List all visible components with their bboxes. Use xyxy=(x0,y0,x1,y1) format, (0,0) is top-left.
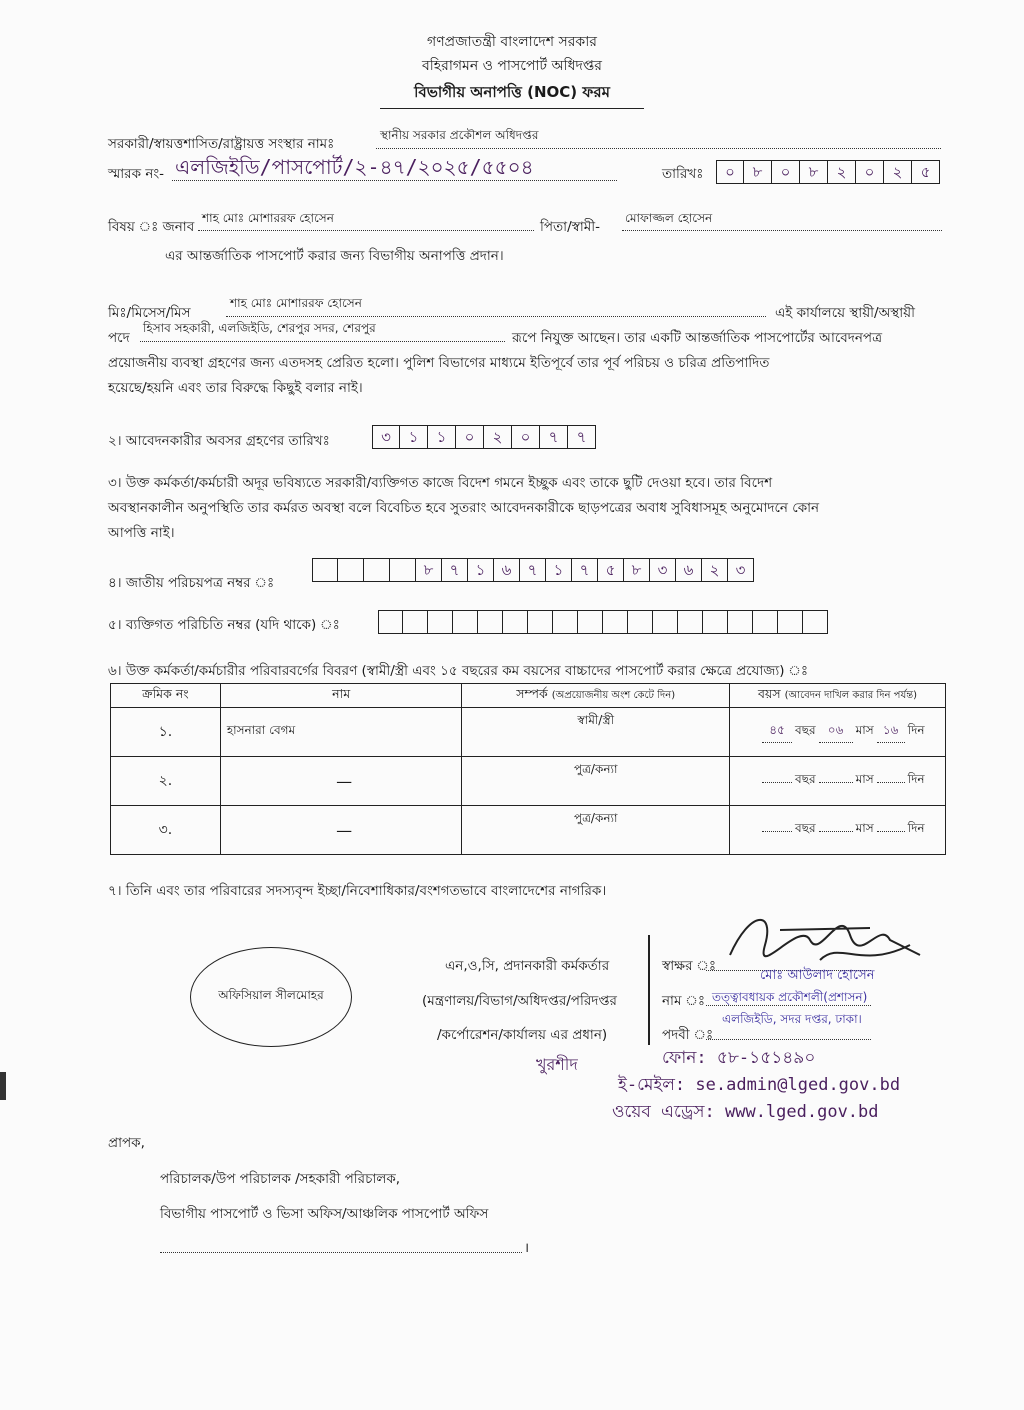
officer-email: ই-মেইল: se.admin@lged.gov.bd xyxy=(618,1075,901,1095)
noc-line2: (মন্ত্রণালয়/বিভাগ/অধিদপ্তর/পরিদপ্তর xyxy=(422,993,617,1009)
noc-line3: /কর্পোরেশন/কার্যালয় এর প্রধান) xyxy=(437,1027,608,1043)
father-underline xyxy=(622,230,942,231)
nid-digit-box: ৬ xyxy=(676,558,702,582)
pin-digit-box xyxy=(528,610,553,634)
officer-phone: ফোন: ৫৮-১৫১৪৯০ xyxy=(662,1048,816,1068)
form-title: বিভাগীয় অনাপত্তি (NOC) ফরম xyxy=(380,81,644,109)
para1-prefix: মিঃ/মিসেস/মিস xyxy=(108,305,191,321)
name-label: নাম ঃ xyxy=(662,993,706,1009)
col-relation-label: সম্পর্ক xyxy=(516,685,548,701)
date-digit-box: ০ xyxy=(716,160,744,184)
retire-digit-box: ৭ xyxy=(568,425,596,449)
year-unit: বছর xyxy=(795,821,816,835)
item7-label: ৭। তিনি এবং তার পরিবারের সদস্যবৃন্দ ইচ্ছা/নিবেশাধিকার/বংশগতভাবে বাংলাদেশের নাগরিক। xyxy=(108,883,607,899)
item6-label: ৬। উক্ত কর্মকর্তা/কর্মচারীর পরিবারবর্গের বিবরণ (স্বামী/স্ত্রী এবং ১৫ বছরের কম বয়সের বাচ্চাদের পাসপোর্ট করার ক্ষেত্রে প্রযোজ্য) ঃ xyxy=(108,663,809,679)
scan-edge-mark xyxy=(0,1072,6,1100)
pin-digit-box xyxy=(478,610,503,634)
pin-digit-box xyxy=(403,610,428,634)
seal-label: অফিসিয়াল সীলমোহর xyxy=(218,988,324,1002)
row-years: ৪৫ xyxy=(762,722,792,743)
row-serial: ১. xyxy=(158,724,173,740)
retire-digit-box: ১ xyxy=(428,425,456,449)
recipient-line3-end: । xyxy=(524,1240,530,1256)
para1-name: শাহ মোঃ মোশাররফ হোসেন xyxy=(230,296,362,310)
pin-boxes xyxy=(378,610,828,634)
memo-value: এলজিইডি/পাসপোর্ট/২-৪৭/২০২৫/৫৫০৪ xyxy=(175,155,534,179)
row-serial: ৩. xyxy=(158,822,173,838)
official-seal xyxy=(190,947,352,1047)
para1-line3: প্রয়োজনীয় ব্যবস্থা গ্রহণের জন্য এতদসহ প্রেরিত হলো। পুলিশ বিভাগের মাধ্যমে ইতিপূর্বে তার পূর্ব পরিচয় ও চরিত্র প্রতিপাদিত xyxy=(108,355,770,371)
item3-line2: অবস্থানকালীন অনুপস্থিতি তার কর্মরত অবস্থা বলে বিবেচিত হবে সুতরাং আবেদনকারীকে ছাড়পত্রের অবাধ সুবিধাসমূহ অনুমোদনে কোন xyxy=(108,500,820,516)
noc-line1: এন,ও,সি, প্রদানকারী কর্মকর্তার xyxy=(445,958,610,974)
office-underline xyxy=(376,148,941,149)
retirement-date-boxes xyxy=(372,425,596,449)
date-digit-box: ৮ xyxy=(800,160,828,184)
office-value: স্থানীয় সরকার প্রকৌশল অধিদপ্তর xyxy=(380,128,539,142)
nid-digit-box xyxy=(364,558,390,582)
para1-name-underline xyxy=(226,316,766,317)
col-name: নাম xyxy=(220,684,462,708)
family-table-header xyxy=(111,684,946,708)
row-days xyxy=(877,782,905,783)
date-digit-box: ০ xyxy=(856,160,884,184)
family-row xyxy=(111,757,946,806)
pin-digit-box xyxy=(428,610,453,634)
pin-digit-box xyxy=(703,610,728,634)
family-table xyxy=(110,683,946,855)
header-line2: বহিরাগমন ও পাসপোর্ট অধিদপ্তর xyxy=(421,58,603,74)
date-digit-box: ৮ xyxy=(744,160,772,184)
item2-label: ২। আবেদনকারীর অবসর গ্রহণের তারিখঃ xyxy=(108,433,330,449)
nid-digit-box: ৮ xyxy=(624,558,650,582)
nid-digit-box: ৫ xyxy=(598,558,624,582)
col-relation-note: (অপ্রয়োজনীয় অংশ কেটে দিন) xyxy=(551,689,676,701)
nid-digit-box xyxy=(338,558,364,582)
nid-boxes xyxy=(312,558,754,582)
pin-digit-box xyxy=(453,610,478,634)
pin-digit-box xyxy=(753,610,778,634)
date-digit-box: ২ xyxy=(828,160,856,184)
row-serial: ২. xyxy=(158,773,173,789)
office-label: সরকারী/স্বায়ত্তশাসিত/রাষ্ট্রায়ত্ত সংস্থার নামঃ xyxy=(108,136,335,152)
retire-digit-box: ০ xyxy=(456,425,484,449)
item3-line3: আপত্তি নাই। xyxy=(108,525,175,541)
para1-post: হিসাব সহকারী, এলজিইডি, শেরপুর সদর, শেরপুর xyxy=(143,321,376,335)
row-age xyxy=(730,820,945,840)
recipient-line3-dots xyxy=(160,1252,522,1253)
nid-digit-box: ৭ xyxy=(520,558,546,582)
family-row xyxy=(111,708,946,757)
retire-digit-box: ৭ xyxy=(540,425,568,449)
pin-digit-box xyxy=(678,610,703,634)
pin-digit-box xyxy=(803,610,828,634)
item5-label: ৫। ব্যক্তিগত পরিচিতি নম্বর (যদি থাকে) ঃ xyxy=(108,617,340,633)
row-months: ০৬ xyxy=(819,722,853,743)
col-age-label: বয়স xyxy=(758,685,781,701)
nid-digit-box: ৩ xyxy=(728,558,754,582)
subject-underline xyxy=(198,230,534,231)
row-years xyxy=(762,782,792,783)
row-days xyxy=(877,831,905,832)
signature-divider xyxy=(648,935,650,1045)
row-relation: পুত্র/কন্যা xyxy=(573,811,618,825)
pin-digit-box xyxy=(578,610,603,634)
subject-line2: এর আন্তর্জাতিক পাসপোর্ট করার জন্য বিভাগীয় অনাপত্তি প্রদান। xyxy=(165,248,504,264)
pin-digit-box xyxy=(378,610,403,634)
date-boxes xyxy=(716,160,940,184)
para1-post-label: পদে xyxy=(108,330,130,346)
day-unit: দিন xyxy=(907,772,925,786)
memo-underline xyxy=(172,180,617,181)
pin-digit-box xyxy=(728,610,753,634)
nid-digit-box: ১ xyxy=(546,558,572,582)
year-unit: বছর xyxy=(795,772,816,786)
day-unit: দিন xyxy=(907,722,925,737)
month-unit: মাস xyxy=(855,821,874,835)
memo-label: স্মারক নং- xyxy=(108,166,165,182)
nid-digit-box xyxy=(390,558,416,582)
row-days: ১৬ xyxy=(877,722,905,743)
subject-name: শাহ মোঃ মোশাররফ হোসেন xyxy=(202,211,334,225)
retire-digit-box: ১ xyxy=(400,425,428,449)
row-age xyxy=(730,722,945,743)
row-age xyxy=(730,771,945,791)
post-underline xyxy=(706,1039,871,1040)
officer-name: মোঃ আউলাদ হোসেন xyxy=(760,968,875,983)
pin-digit-box xyxy=(603,610,628,634)
nid-digit-box: ২ xyxy=(702,558,728,582)
pin-digit-box xyxy=(553,610,578,634)
item4-label: ৪। জাতীয় পরিচয়পত্র নম্বর ঃ xyxy=(108,575,275,591)
officer-office: এলজিইডি, সদর দপ্তর, ঢাকা। xyxy=(722,1012,862,1026)
para1-after-post: রূপে নিযুক্ত আছেন। তার একটি আন্তর্জাতিক পাসপোর্টের আবেদনপত্র xyxy=(512,330,883,346)
row-relation: স্বামী/স্ত্রী xyxy=(577,713,615,727)
pin-digit-box xyxy=(778,610,803,634)
date-label: তারিখঃ xyxy=(662,166,704,182)
nid-digit-box: ৬ xyxy=(494,558,520,582)
para1-line4: হয়েছে/হয়নি এবং তার বিরুদ্ধে কিছুই বলার নাই। xyxy=(108,380,363,396)
pin-digit-box xyxy=(628,610,653,634)
row-years xyxy=(762,831,792,832)
subject-label: বিষয় ঃ জনাব xyxy=(108,219,195,235)
row-relation: পুত্র/কন্যা xyxy=(573,762,618,776)
nid-digit-box: ৮ xyxy=(416,558,442,582)
nid-digit-box: ৩ xyxy=(650,558,676,582)
month-unit: মাস xyxy=(855,722,874,737)
date-digit-box: ২ xyxy=(884,160,912,184)
pin-digit-box xyxy=(653,610,678,634)
date-digit-box: ৫ xyxy=(912,160,940,184)
item3-line1: ৩। উক্ত কর্মকর্তা/কর্মচারী অদূর ভবিষ্যতে সরকারী/ব্যক্তিগত কাজে বিদেশ গমনে ইচ্ছুক এবং তাকে ছুটি দেওয়া হবে। তার বিদেশ xyxy=(108,475,773,491)
nid-digit-box: ১ xyxy=(468,558,494,582)
col-age xyxy=(730,684,946,708)
col-relation xyxy=(462,684,730,708)
retire-digit-box: ০ xyxy=(512,425,540,449)
para1-after-name: এই কার্যালয়ে স্থায়ী/অস্থায়ী xyxy=(775,305,915,321)
father-name: মোফাজ্জল হোসেন xyxy=(625,211,713,225)
sign-label: স্বাক্ষর ঃ xyxy=(662,958,717,974)
date-digit-box: ০ xyxy=(772,160,800,184)
pin-digit-box xyxy=(503,610,528,634)
officer-web: ওয়েব এড্রেস: www.lged.gov.bd xyxy=(612,1102,879,1122)
recipient-label: প্রাপক, xyxy=(108,1135,145,1151)
para1-post-underline xyxy=(140,341,505,342)
month-unit: মাস xyxy=(855,772,874,786)
day-unit: দিন xyxy=(907,821,925,835)
col-age-note: (আবেদন দাখিল করার দিন পর্যন্ত) xyxy=(784,689,918,701)
row-months xyxy=(819,782,853,783)
officer-post: তত্ত্বাবধায়ক প্রকৌশলী(প্রশাসন) xyxy=(712,990,868,1004)
row-name: — xyxy=(336,771,353,791)
recipient-line2: বিভাগীয় পাসপোর্ট ও ভিসা অফিস/আঞ্চলিক পাসপোর্ট অফিস xyxy=(160,1206,489,1222)
recipient-line1: পরিচালক/উপ পরিচালক /সহকারী পরিচালক, xyxy=(160,1171,401,1187)
retire-digit-box: ৩ xyxy=(372,425,400,449)
col-serial: ক্রমিক নং xyxy=(111,684,221,708)
retire-digit-box: ২ xyxy=(484,425,512,449)
row-name: — xyxy=(336,820,353,840)
initial-scribble: খুরশীদ xyxy=(536,1055,578,1074)
row-name: হাসনারা বেগম xyxy=(226,723,296,737)
post-label: পদবী ঃ xyxy=(662,1027,714,1043)
nid-digit-box: ৭ xyxy=(572,558,598,582)
nid-digit-box: ৭ xyxy=(442,558,468,582)
header-line1: গণপ্রজাতন্ত্রী বাংলাদেশ সরকার xyxy=(427,34,597,50)
nid-digit-box xyxy=(312,558,338,582)
father-label: পিতা/স্বামী- xyxy=(540,219,600,235)
family-row xyxy=(111,806,946,855)
row-months xyxy=(819,831,853,832)
year-unit: বছর xyxy=(795,722,816,737)
